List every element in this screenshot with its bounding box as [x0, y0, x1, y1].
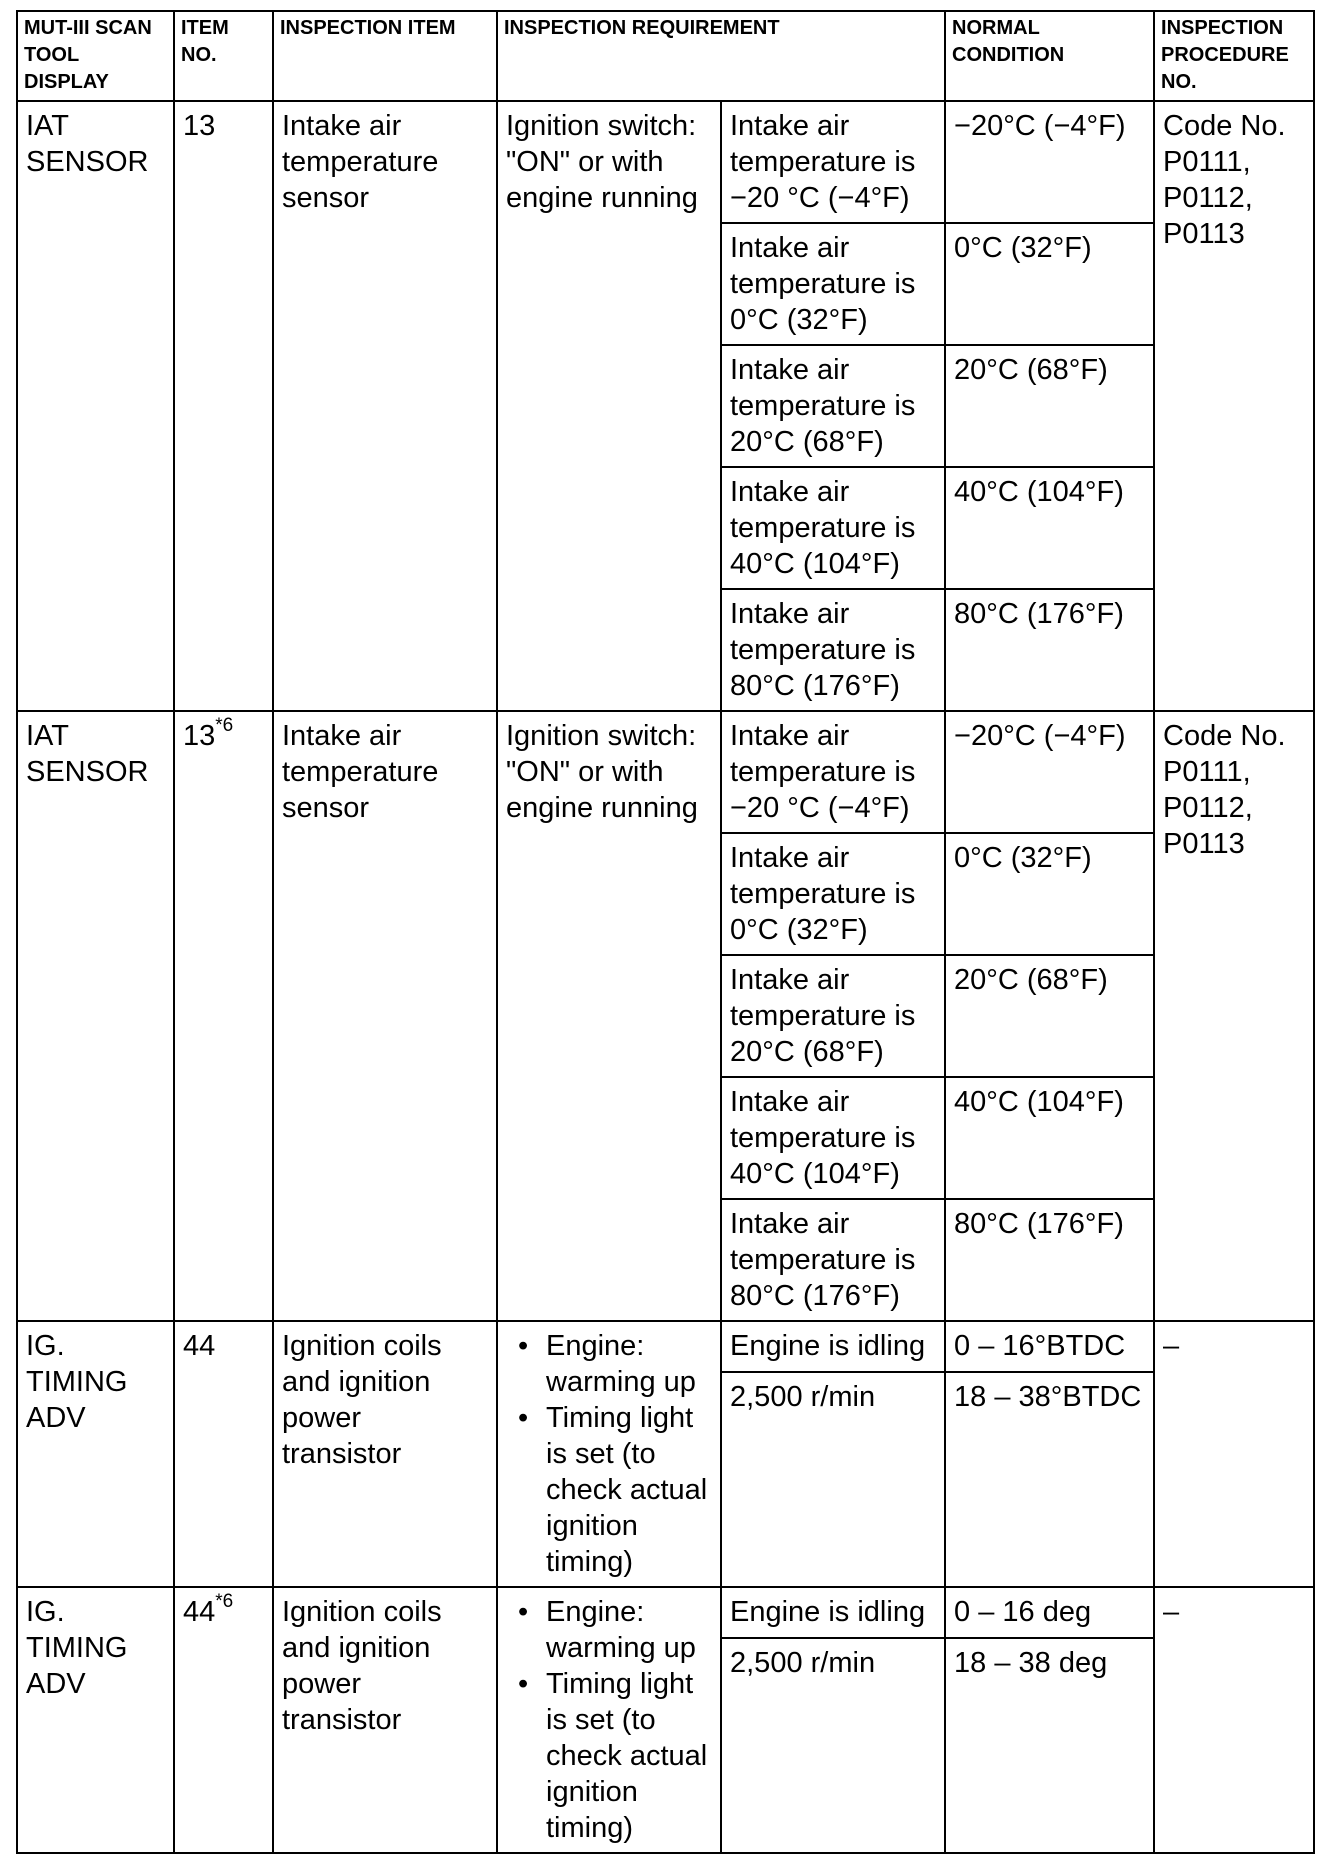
- inspection-item-cell: Intake air temperature sensor: [273, 101, 497, 711]
- normal-cell: 40°C (104°F): [945, 1077, 1154, 1199]
- list-item: • Engine: warming up: [506, 1328, 712, 1400]
- condition-cell: Intake air temperature is 40°C (104°F): [721, 467, 945, 589]
- inspection-item-cell: Ignition coils and ignition power transistor: [273, 1587, 497, 1853]
- condition-cell: Intake air temperature is 0°C (32°F): [721, 833, 945, 955]
- header-item-no: ITEM NO.: [174, 11, 273, 101]
- display-cell: IG. TIMING ADV: [17, 1587, 174, 1853]
- item-no-cell: [174, 1587, 273, 1853]
- normal-cell: 0 – 16°BTDC: [945, 1321, 1154, 1372]
- normal-cell: 18 – 38°BTDC: [945, 1372, 1154, 1587]
- inspection-item-cell: Ignition coils and ignition power transistor: [273, 1321, 497, 1587]
- condition-cell: 2,500 r/min: [721, 1638, 945, 1853]
- condition-cell: 2,500 r/min: [721, 1372, 945, 1587]
- item-no-cell: [174, 711, 273, 1321]
- item-no-footnote: *6: [215, 1591, 234, 1612]
- list-item: • Timing light is set (to check actual ignition timing): [506, 1666, 712, 1846]
- normal-cell: 40°C (104°F): [945, 467, 1154, 589]
- list-item: • Timing light is set (to check actual ignition timing): [506, 1400, 712, 1580]
- normal-cell: 80°C (176°F): [945, 589, 1154, 711]
- header-inspection-requirement: INSPECTION REQUIREMENT: [497, 11, 945, 101]
- header-procedure-no: INSPECTION PROCEDURE NO.: [1154, 11, 1314, 101]
- display-cell: IG. TIMING ADV: [17, 1321, 174, 1587]
- condition-cell: Intake air temperature is 40°C (104°F): [721, 1077, 945, 1199]
- requirement-cell: [497, 1587, 721, 1853]
- normal-cell: 80°C (176°F): [945, 1199, 1154, 1321]
- normal-cell: 0°C (32°F): [945, 833, 1154, 955]
- display-cell: IAT SENSOR: [17, 101, 174, 711]
- procedure-cell: Code No. P0111, P0112, P0113: [1154, 711, 1314, 1321]
- requirement-list: [506, 1594, 712, 1846]
- procedure-cell: –: [1154, 1587, 1314, 1853]
- header-display: MUT-III SCAN TOOL DISPLAY: [17, 11, 174, 101]
- table-row: [17, 711, 1314, 833]
- condition-cell: Engine is idling: [721, 1587, 945, 1638]
- normal-cell: −20°C (−4°F): [945, 101, 1154, 223]
- item-no-cell: 13: [174, 101, 273, 711]
- normal-cell: 18 – 38 deg: [945, 1638, 1154, 1853]
- condition-cell: Intake air temperature is −20 °C (−4°F): [721, 101, 945, 223]
- header-inspection-item: INSPECTION ITEM: [273, 11, 497, 101]
- display-cell: IAT SENSOR: [17, 711, 174, 1321]
- item-no-footnote: *6: [215, 715, 234, 736]
- condition-cell: Engine is idling: [721, 1321, 945, 1372]
- requirement-cell: Ignition switch: "ON" or with engine running: [497, 101, 721, 711]
- condition-cell: Intake air temperature is 0°C (32°F): [721, 223, 945, 345]
- table-row: [17, 1321, 1314, 1372]
- item-no-value: 13: [183, 720, 216, 752]
- condition-cell: Intake air temperature is 20°C (68°F): [721, 345, 945, 467]
- normal-cell: 20°C (68°F): [945, 345, 1154, 467]
- header-normal-condition: NORMAL CONDITION: [945, 11, 1154, 101]
- item-no-value: 44: [183, 1596, 216, 1628]
- condition-cell: Intake air temperature is 80°C (176°F): [721, 589, 945, 711]
- header-row: [17, 11, 1314, 101]
- requirement-cell: [497, 1321, 721, 1587]
- table-row: [17, 101, 1314, 223]
- condition-cell: Intake air temperature is −20 °C (−4°F): [721, 711, 945, 833]
- item-no-cell: 44: [174, 1321, 273, 1587]
- procedure-cell: –: [1154, 1321, 1314, 1587]
- normal-cell: 0°C (32°F): [945, 223, 1154, 345]
- inspection-item-cell: Intake air temperature sensor: [273, 711, 497, 1321]
- normal-cell: 0 – 16 deg: [945, 1587, 1154, 1638]
- procedure-cell: Code No. P0111, P0112, P0113: [1154, 101, 1314, 711]
- condition-cell: Intake air temperature is 80°C (176°F): [721, 1199, 945, 1321]
- inspection-table: [16, 10, 1315, 1854]
- list-item: • Engine: warming up: [506, 1594, 712, 1666]
- requirement-list: [506, 1328, 712, 1580]
- table-row: [17, 1587, 1314, 1638]
- requirement-cell: Ignition switch: "ON" or with engine running: [497, 711, 721, 1321]
- normal-cell: −20°C (−4°F): [945, 711, 1154, 833]
- condition-cell: Intake air temperature is 20°C (68°F): [721, 955, 945, 1077]
- normal-cell: 20°C (68°F): [945, 955, 1154, 1077]
